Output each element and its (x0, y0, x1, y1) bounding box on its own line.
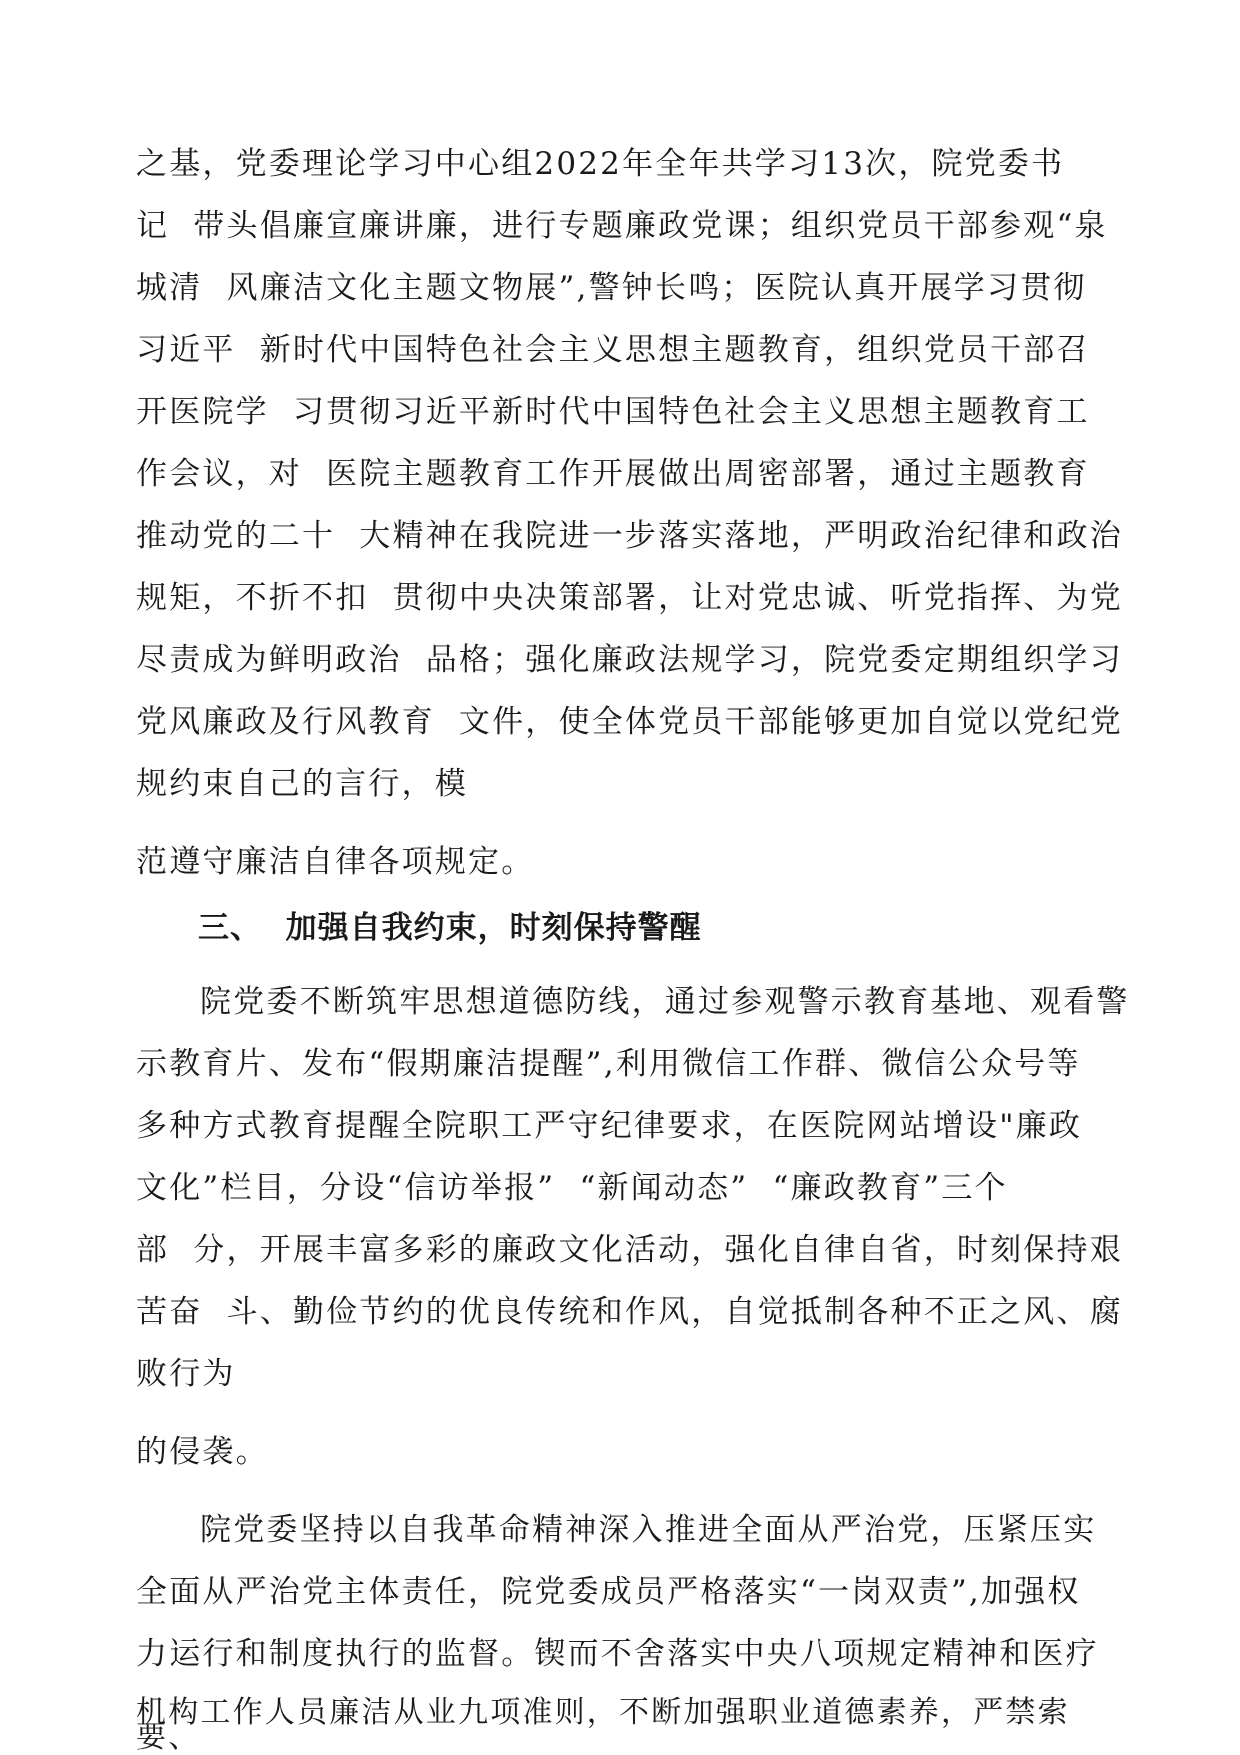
body-text-line: 习近平 新时代中国特色社会主义思想主题教育，组织党员干部召 (136, 332, 1090, 368)
body-text-line: 多种方式教育提醒全院职工严守纪律要求，在医院网站增设"廉政 (136, 1108, 1083, 1144)
body-text-line: 文化”栏目，分设“信访举报” “新闻动态” “廉政教育”三个 (136, 1170, 1008, 1206)
body-text-line: 规约束自己的言行，模 (136, 766, 468, 802)
body-text-line: 机构工作人员廉洁从业九项准则，不断加强职业道德素养，严禁索 (136, 1695, 1070, 1730)
body-text-line: 苦奋 斗、勤俭节约的优良传统和作风，自觉抵制各种不正之风、腐 (136, 1294, 1123, 1330)
body-text-line: 部 分，开展丰富多彩的廉政文化活动，强化自律自省，时刻保持艰 (136, 1232, 1123, 1268)
section-heading: 三、 加强自我约束，时刻保持警醒 (198, 910, 702, 946)
body-text-line: 全面从严治党主体责任，院党委成员严格落实“一岗双责”,加强权 (136, 1574, 1081, 1610)
body-text-line: 要、 (136, 1720, 201, 1755)
body-text-line: 开医院学 习贯彻习近平新时代中国特色社会主义思想主题教育工 (136, 394, 1090, 430)
body-text-line: 规矩，不折不扣 贯彻中央决策部署，让对党忠诚、听党指挥、为党 (136, 580, 1123, 616)
body-text-line: 记 带头倡廉宣廉讲廉，进行专题廉政党课；组织党员干部参观“泉 (136, 208, 1108, 244)
body-text-line: 范遵守廉洁自律各项规定。 (136, 844, 535, 880)
paragraph-first-line: 院党委坚持以自我革命精神深入推进全面从严治党，压紧压实 (200, 1512, 1097, 1548)
paragraph-first-line: 院党委不断筑牢思想道德防线，通过参观警示教育基地、观看警 (200, 984, 1130, 1020)
body-text-line: 示教育片、发布“假期廉洁提醒”,利用微信工作群、微信公众号等 (136, 1046, 1081, 1082)
body-text-line: 党风廉政及行风教育 文件，使全体党员干部能够更加自觉以党纪党 (136, 704, 1123, 740)
body-text-line: 败行为 (136, 1356, 236, 1392)
body-text-line: 尽责成为鲜明政治 品格；强化廉政法规学习，院党委定期组织学习 (136, 642, 1123, 678)
body-text-line: 的侵袭。 (136, 1434, 269, 1470)
body-text-line: 作会议，对 医院主题教育工作开展做出周密部署，通过主题教育 (136, 456, 1090, 492)
body-text-line: 城清 风廉洁文化主题文物展”,警钟长鸣；医院认真开展学习贯彻 (136, 270, 1087, 306)
body-text-line: 力运行和制度执行的监督。锲而不舍落实中央八项规定精神和医疗 (136, 1636, 1099, 1672)
body-text-line: 推动党的二十 大精神在我院进一步落实落地，严明政治纪律和政治 (136, 518, 1123, 554)
body-text-line: 之基，党委理论学习中心组2022年全年共学习13次，院党委书 (136, 146, 1065, 182)
